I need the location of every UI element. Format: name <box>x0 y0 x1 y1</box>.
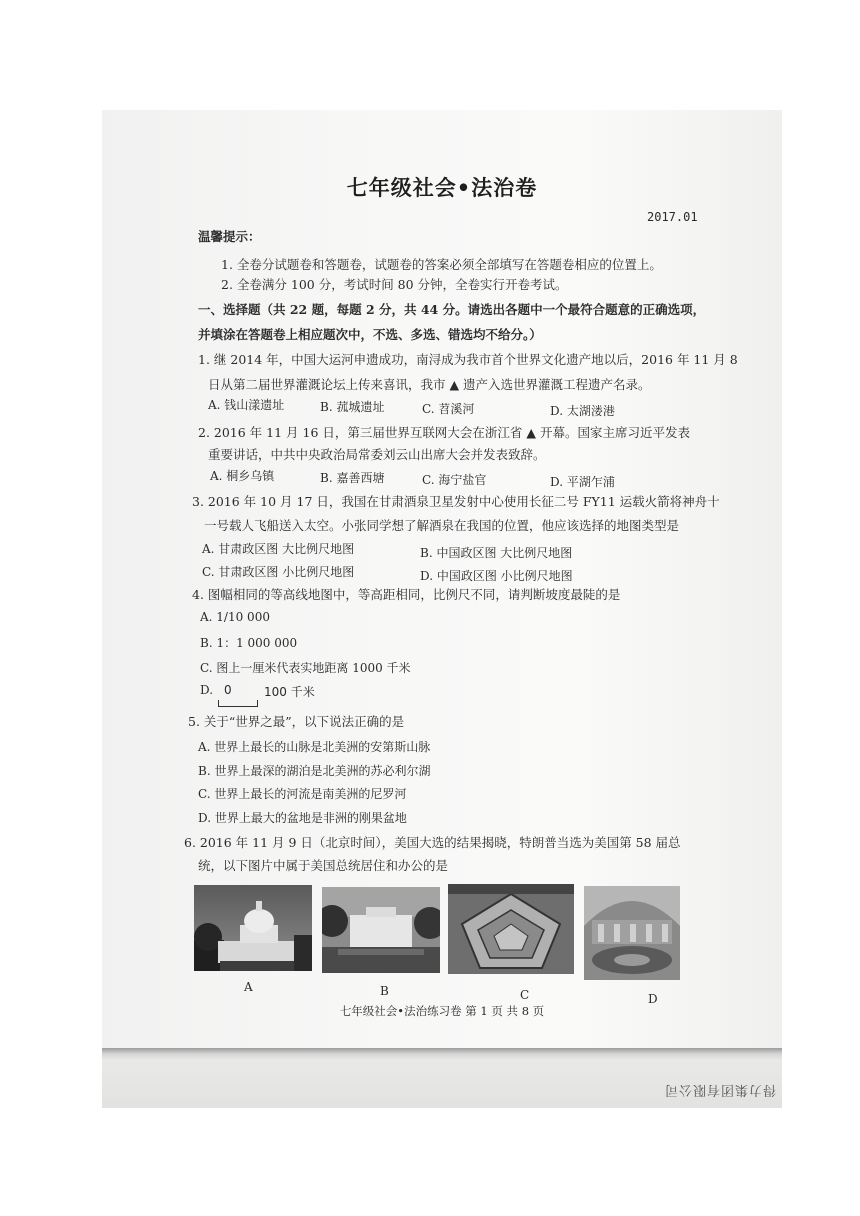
photo-frame <box>102 110 782 1108</box>
scale-value: 100 千米 <box>264 685 315 699</box>
option-b: B. 世界上最深的湖泊是北美洲的苏必利尔湖 <box>198 764 431 778</box>
pentagon-photo <box>448 884 574 974</box>
section-heading: 一、选择题（共 22 题，每题 2 分，共 44 分。请选出各题中一个最符合题意的正确选项， <box>198 302 706 317</box>
exam-title: 七年级社会•法治卷 <box>346 175 538 200</box>
white-house-photo <box>322 887 440 973</box>
option-a: A. 甘肃政区图 大比例尺地图 <box>202 542 355 556</box>
image-label-c: C <box>520 988 530 1002</box>
option-a: A. 世界上最长的山脉是北美洲的安第斯山脉 <box>198 740 431 754</box>
question-2-cont: 重要讲话，中共中央政治局常委刘云山出席大会并发表致辞。 <box>208 447 546 462</box>
option-b: B. 菰城遗址 <box>320 400 385 414</box>
option-a: A. 钱山漾遗址 <box>208 398 285 412</box>
question-3: 3. 2016 年 10 月 17 日，我国在甘肃酒泉卫星发射中心使用长征二号 FY11 运载火箭将神舟十 <box>192 494 720 509</box>
option-c: C. 甘肃政区图 小比例尺地图 <box>202 565 355 579</box>
option-a: A. 桐乡乌镇 <box>210 469 275 483</box>
scale-zero: 0 <box>224 683 232 697</box>
paper-fold-strip <box>102 1048 782 1108</box>
capitol-photo <box>194 885 312 971</box>
option-d: D. 世界上最大的盆地是非洲的刚果盆地 <box>198 811 407 825</box>
option-c: C. 海宁盐官 <box>422 473 487 487</box>
section-heading-cont: 并填涂在答题卷上相应题次中，不选、多选、错选均不给分。） <box>198 327 542 342</box>
notice-item: 2. 全卷满分 100 分，考试时间 80 分钟，全卷实行开卷考试。 <box>221 277 568 292</box>
option-b: B. 嘉善西塘 <box>320 471 385 485</box>
fold-imprint-text: 得力集团有限公司 <box>663 1082 776 1097</box>
option-d: D. 平湖乍浦 <box>550 475 615 489</box>
question-1: 1. 继 2014 年，中国大运河申遗成功，南浔成为我市首个世界文化遗产地以后，2016 年 11 月 8 <box>198 352 738 367</box>
notice-item: 1. 全卷分试题卷和答题卷，试题卷的答案必须全部填写在答题卷相应的位置上。 <box>221 257 662 272</box>
option-a: A. 1/10 000 <box>200 610 270 624</box>
option-d: D. <box>200 683 214 697</box>
option-c: C. 苕溪河 <box>422 402 475 416</box>
option-b: B. 1：1 000 000 <box>200 636 298 650</box>
question-6: 6. 2016 年 11 月 9 日（北京时间），美国大选的结果揭晓，特朗普当选为美国第 58 届总 <box>184 835 681 850</box>
image-label-d: D <box>648 992 658 1006</box>
exam-sheet <box>102 110 782 1048</box>
question-4: 4. 图幅相同的等高线地图中，等高距相同，比例尺不同，请判断坡度最陡的是 <box>192 587 621 602</box>
option-d: D. 中国政区图 小比例尺地图 <box>420 569 573 583</box>
option-c: C. 图上一厘米代表实地距离 1000 千米 <box>200 661 411 675</box>
image-label-b: B <box>380 984 389 998</box>
question-6-cont: 统，以下图片中属于美国总统居住和办公的是 <box>198 858 449 873</box>
question-3-cont: 一号载人飞船送入太空。小张同学想了解酒泉在我国的位置，他应该选择的地图类型是 <box>204 518 680 533</box>
option-d: D. 太湖溇港 <box>550 404 615 418</box>
question-5: 5. 关于“世界之最”，以下说法正确的是 <box>188 714 405 729</box>
image-label-a: A <box>244 980 253 994</box>
option-b: B. 中国政区图 大比例尺地图 <box>420 546 573 560</box>
question-2: 2. 2016 年 11 月 16 日，第三届世界互联网大会在浙江省 ▲ 开幕。国家主席习近平发表 <box>198 425 690 440</box>
library-photo <box>584 886 680 980</box>
option-c: C. 世界上最长的河流是南美洲的尼罗河 <box>198 787 407 801</box>
scale-bar <box>218 700 258 707</box>
notice-heading: 温馨提示： <box>198 229 261 244</box>
question-1-cont: 日从第二届世界灌溉论坛上传来喜讯，我市 ▲ 遗产入选世界灌溉工程遗产名录。 <box>208 377 651 392</box>
page-footer: 七年级社会•法治练习卷 第 1 页 共 8 页 <box>339 1004 545 1018</box>
exam-date: 2017.01 <box>647 210 698 224</box>
